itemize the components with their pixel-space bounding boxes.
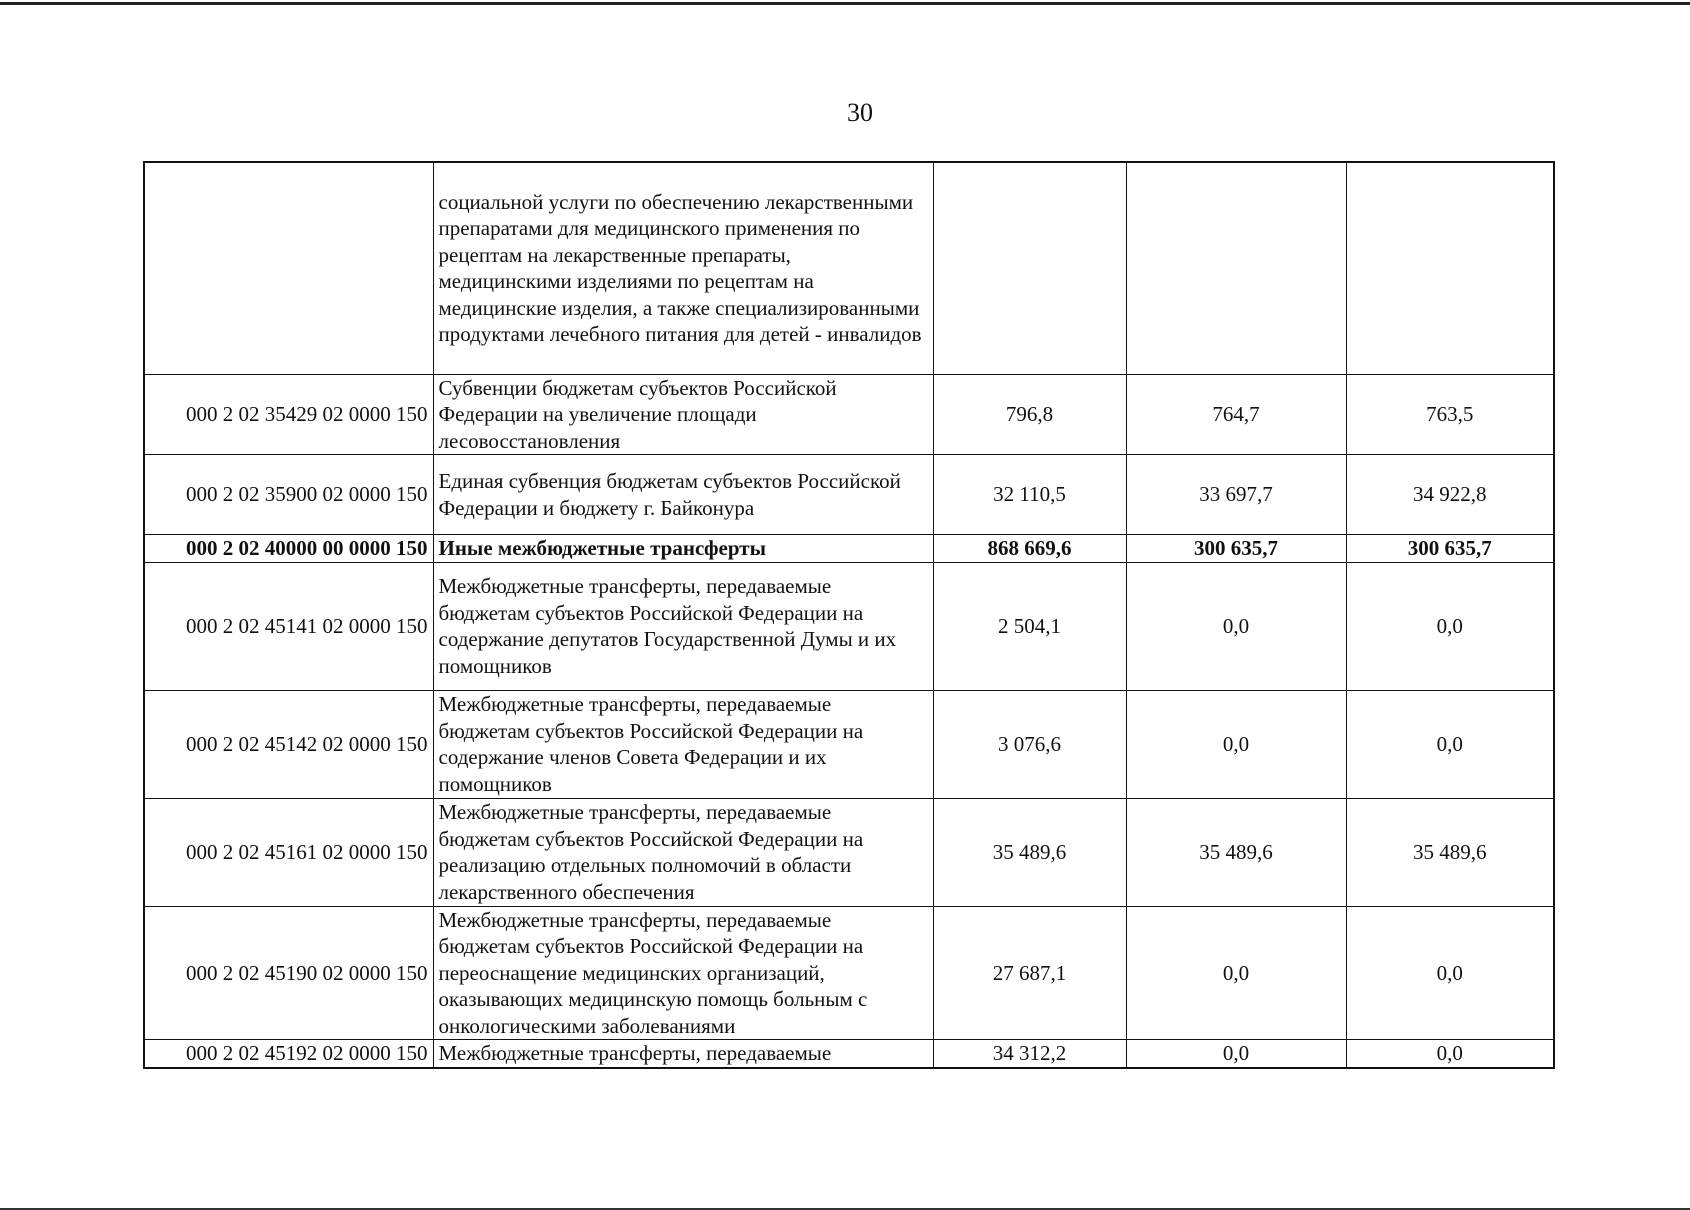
table-row (144, 535, 1554, 563)
description-cell: Межбюджетные трансферты, передаваемые бюджетам субъектов Российской Федерации на содержание депутатов Государственной Думы и их помощников (433, 562, 933, 690)
value-year2-cell: 33 697,7 (1126, 455, 1346, 535)
value-year2-cell: 0,0 (1126, 562, 1346, 690)
table-row (144, 690, 1554, 798)
table-row (144, 1040, 1554, 1068)
description-cell: Межбюджетные трансферты, передаваемые бюджетам субъектов Российской Федерации на реализацию отдельных полномочий в области лекарственного обеспечения (433, 798, 933, 906)
budget-code-cell: 000 2 02 40000 00 0000 150 (144, 535, 433, 563)
table-body (144, 162, 1554, 1068)
value-year1-cell: 34 312,2 (933, 1040, 1126, 1068)
value-year3-cell: 35 489,6 (1346, 798, 1554, 906)
value-year3-cell (1346, 162, 1554, 374)
value-year3-cell: 300 635,7 (1346, 535, 1554, 563)
description-cell: Субвенции бюджетам субъектов Российской Федерации на увеличение площади лесовосстановления (433, 374, 933, 455)
budget-table (143, 161, 1555, 1069)
table-row (144, 374, 1554, 455)
description-cell: Межбюджетные трансферты, передаваемые бюджетам субъектов Российской Федерации на переоснащение медицинских организаций, оказывающих медицинскую помощь больным с онкологическими заболеваниями (433, 906, 933, 1040)
table-row (144, 906, 1554, 1040)
value-year1-cell: 27 687,1 (933, 906, 1126, 1040)
value-year1-cell (933, 162, 1126, 374)
value-year1-cell: 2 504,1 (933, 562, 1126, 690)
budget-code-cell: 000 2 02 45141 02 0000 150 (144, 562, 433, 690)
budget-code-cell: 000 2 02 45192 02 0000 150 (144, 1040, 433, 1068)
table-row (144, 162, 1554, 374)
description-cell: социальной услуги по обеспечению лекарственными препаратами для медицинского применения по рецептам на лекарственные препараты, медицинскими изделиями по рецептам на медицинские изделия, а также специализированными продуктами лечебного питания для детей - инвалидов (433, 162, 933, 374)
description-cell: Иные межбюджетные трансферты (433, 535, 933, 563)
description-cell: Единая субвенция бюджетам субъектов Российской Федерации и бюджету г. Байконура (433, 455, 933, 535)
table-row (144, 798, 1554, 906)
description-cell: Межбюджетные трансферты, передаваемые бюджетам субъектов Российской Федерации на содержание членов Совета Федерации и их помощников (433, 690, 933, 798)
value-year3-cell: 0,0 (1346, 562, 1554, 690)
value-year3-cell: 0,0 (1346, 690, 1554, 798)
budget-code-cell: 000 2 02 45161 02 0000 150 (144, 798, 433, 906)
value-year2-cell (1126, 162, 1346, 374)
value-year2-cell: 0,0 (1126, 906, 1346, 1040)
value-year1-cell: 868 669,6 (933, 535, 1126, 563)
budget-code-cell: 000 2 02 45190 02 0000 150 (144, 906, 433, 1040)
value-year3-cell: 0,0 (1346, 906, 1554, 1040)
value-year1-cell: 32 110,5 (933, 455, 1126, 535)
value-year2-cell: 300 635,7 (1126, 535, 1346, 563)
value-year1-cell: 3 076,6 (933, 690, 1126, 798)
value-year1-cell: 796,8 (933, 374, 1126, 455)
budget-code-cell: 000 2 02 35900 02 0000 150 (144, 455, 433, 535)
value-year2-cell: 764,7 (1126, 374, 1346, 455)
value-year2-cell: 0,0 (1126, 690, 1346, 798)
budget-code-cell: 000 2 02 35429 02 0000 150 (144, 374, 433, 455)
description-cell: Межбюджетные трансферты, передаваемые (433, 1040, 933, 1068)
table-row (144, 455, 1554, 535)
page-number: 30 (847, 98, 873, 127)
value-year3-cell: 0,0 (1346, 1040, 1554, 1068)
value-year3-cell: 34 922,8 (1346, 455, 1554, 535)
value-year2-cell: 35 489,6 (1126, 798, 1346, 906)
top-edge-rule (0, 2, 1690, 5)
value-year1-cell: 35 489,6 (933, 798, 1126, 906)
value-year2-cell: 0,0 (1126, 1040, 1346, 1068)
budget-code-cell (144, 162, 433, 374)
budget-code-cell: 000 2 02 45142 02 0000 150 (144, 690, 433, 798)
value-year3-cell: 763,5 (1346, 374, 1554, 455)
table-row (144, 562, 1554, 690)
